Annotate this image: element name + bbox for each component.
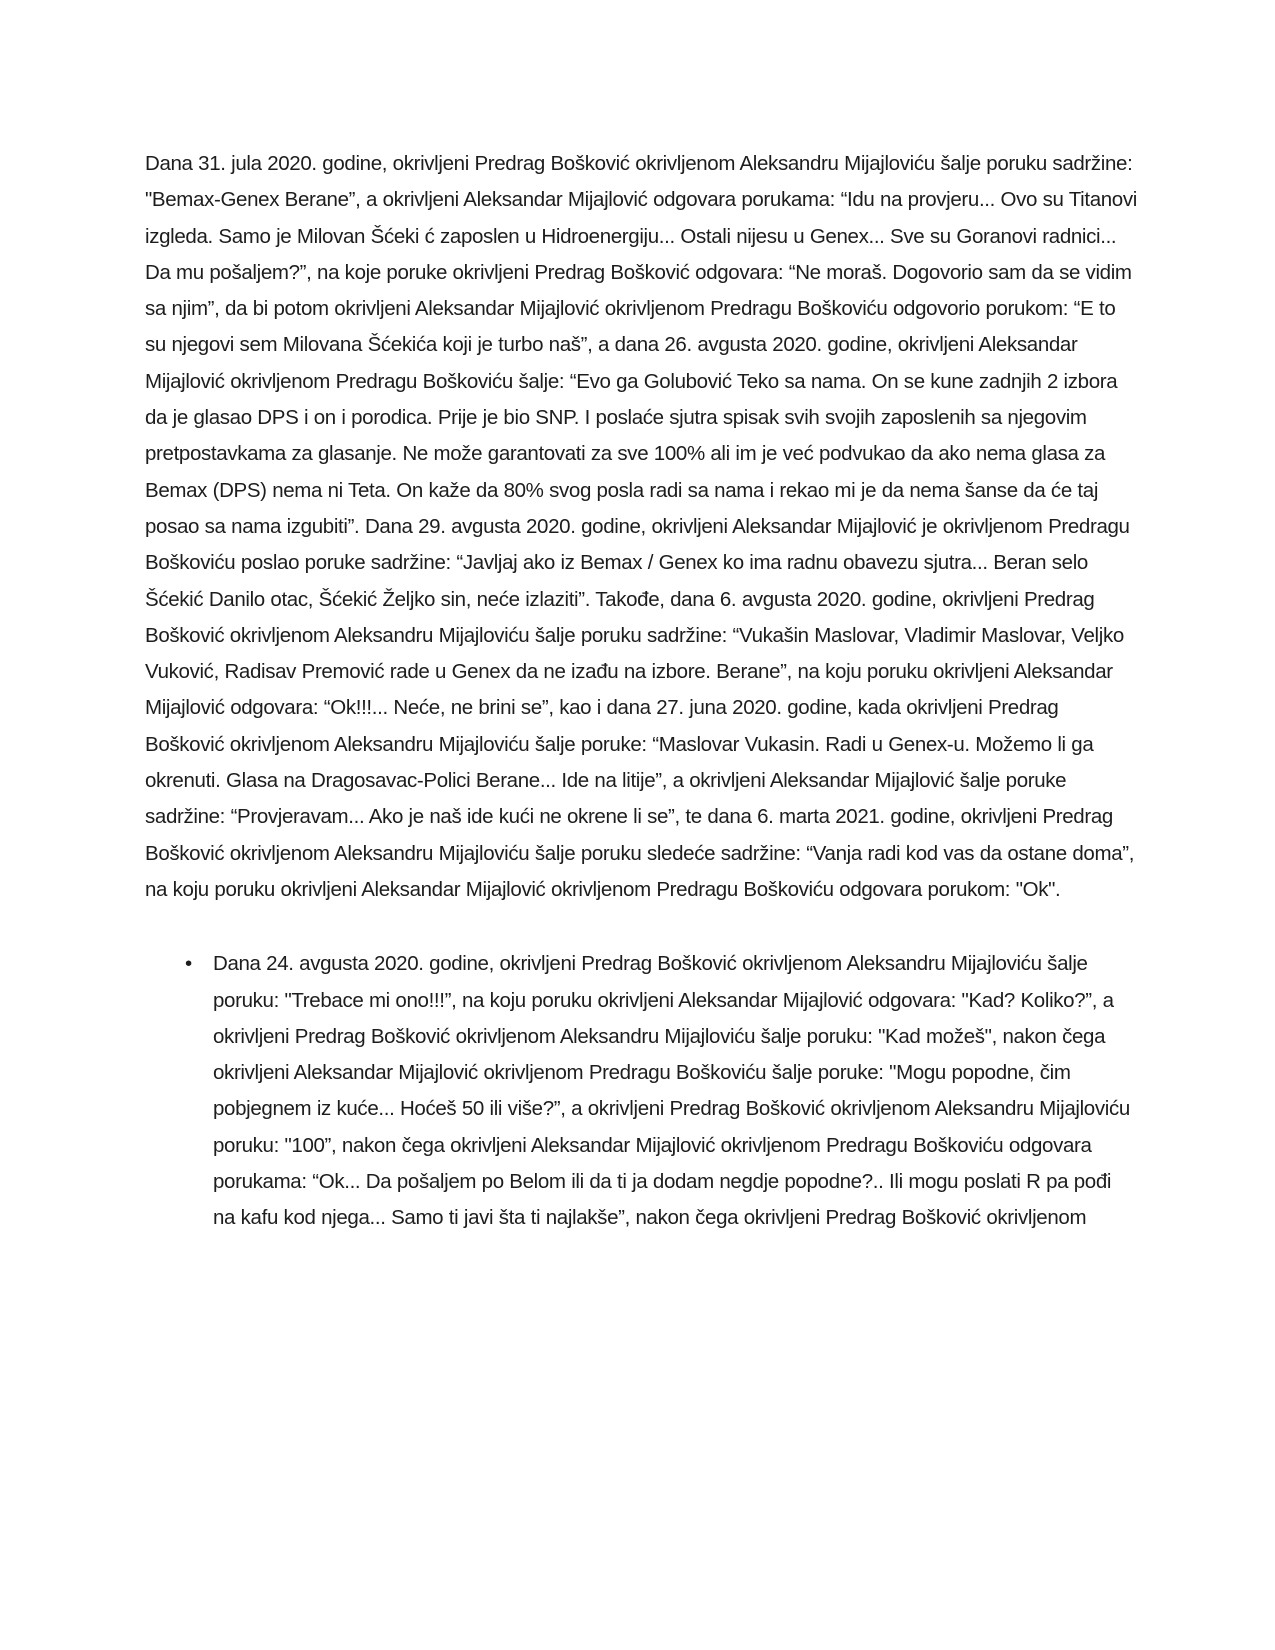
bullet-item (145, 946, 1137, 1236)
main-paragraph: Dana 31. jula 2020. godine, okrivljeni Predrag Bošković okrivljenom Aleksandru Mijajloviću šalje poruku sadržine: "Bemax-Genex Berane”, a okrivljeni Aleksandar Mijajlović odgovara porukama: “Idu na provjeru... Ovo su Titanovi izgleda. Samo je Milovan Šćeki ć zaposlen u Hidroenergiju... Ostali nijesu u Genex... Sve su Goranovi radnici... Da mu pošaljem?”, na koje poruke okrivljeni Predrag Bošković odgovara: “Ne moraš. Dogovorio sam da se vidim sa njim”, da bi potom okrivljeni Aleksandar Mijajlović okrivljenom Predragu Boškoviću odgovorio porukom: “E to su njegovi sem Milovana Šćekića koji je turbo naš”, a dana 26. avgusta 2020. godine, okrivljeni Aleksandar Mijajlović okrivljenom Predragu Boškoviću šalje: “Evo ga Golubović Teko sa nama. On se kune zadnjih 2 izbora da je glasao DPS i on i porodica. Prije je bio SNP. I poslaće sjutra spisak svih svojih zaposlenih sa njegovim pretpostavkama za glasanje. Ne može garantovati za sve 100% ali im je već podvukao da ako nema glasa za Bemax (DPS) nema ni Teta. On kaže da 80% svog posla radi sa nama i rekao mi je da nema šanse da će taj posao sa nama izgubiti”. Dana 29. avgusta 2020. godine, okrivljeni Aleksandar Mijajlović je okrivljenom Predragu Boškoviću poslao poruke sadržine: “Javljaj ako iz Bemax / Genex ko ima radnu obavezu sjutra... Beran selo Šćekić Danilo otac, Šćekić Željko sin, neće izlaziti”. Takođe, dana 6. avgusta 2020. godine, okrivljeni Predrag Bošković okrivljenom Aleksandru Mijajloviću šalje poruku sadržine: “Vukašin Maslovar, Vladimir Maslovar, Veljko Vuković, Radisav Premović rade u Genex da ne izađu na izbore. Berane”, na koju poruku okrivljeni Aleksandar Mijajlović odgovara: “Ok!!!... Neće, ne brini se”, kao i dana 27. juna 2020. godine, kada okrivljeni Predrag Bošković okrivljenom Aleksandru Mijajloviću šalje poruke: “Maslovar Vukasin. Radi u Genex-u. Možemo li ga okrenuti. Glasa na Dragosavac-Polici Berane... Ide na litije”, a okrivljeni Aleksandar Mijajlović šalje poruke sadržine: “Provjeravam... Ako je naš ide kući ne okrene li se”, te dana 6. marta 2021. godine, okrivljeni Predrag Bošković okrivljenom Aleksandru Mijajloviću šalje poruku sledeće sadržine: “Vanja radi kod vas da ostane doma”, na koju poruku okrivljeni Aleksandar Mijajlović okrivljenom Predragu Boškoviću odgovara porukom: "Ok". (145, 152, 1137, 901)
bullet-paragraph: Dana 24. avgusta 2020. godine, okrivljeni Predrag Bošković okrivljenom Aleksandru Mijajloviću šalje poruku: "Trebace mi ono!!!”, na koju poruku okrivljeni Aleksandar Mijajlović odgovara: "Kad? Koliko?”, a okrivljeni Predrag Bošković okrivljenom Aleksandru Mijajloviću šalje poruku: "Kad možeš", nakon čega okrivljeni Aleksandar Mijajlović okrivljenom Predragu Boškoviću šalje poruke: "Mogu popodne, čim pobjegnem iz kuće... Hoćeš 50 ili više?”, a okrivljeni Predrag Bošković okrivljenom Aleksandru Mijajloviću poruku: "100”, nakon čega okrivljeni Aleksandar Mijajlović okrivljenom Predragu Boškoviću odgovara porukama: “Ok... Da pošaljem po Belom ili da ti ja dodam negdje popodne?.. Ili mogu poslati R pa pođi na kafu kod njega... Samo ti javi šta ti najlakše”, nakon čega okrivljeni Predrag Bošković okrivljenom (213, 952, 1130, 1230)
text-block (145, 146, 1137, 1237)
bullet-marker: • (185, 952, 193, 976)
